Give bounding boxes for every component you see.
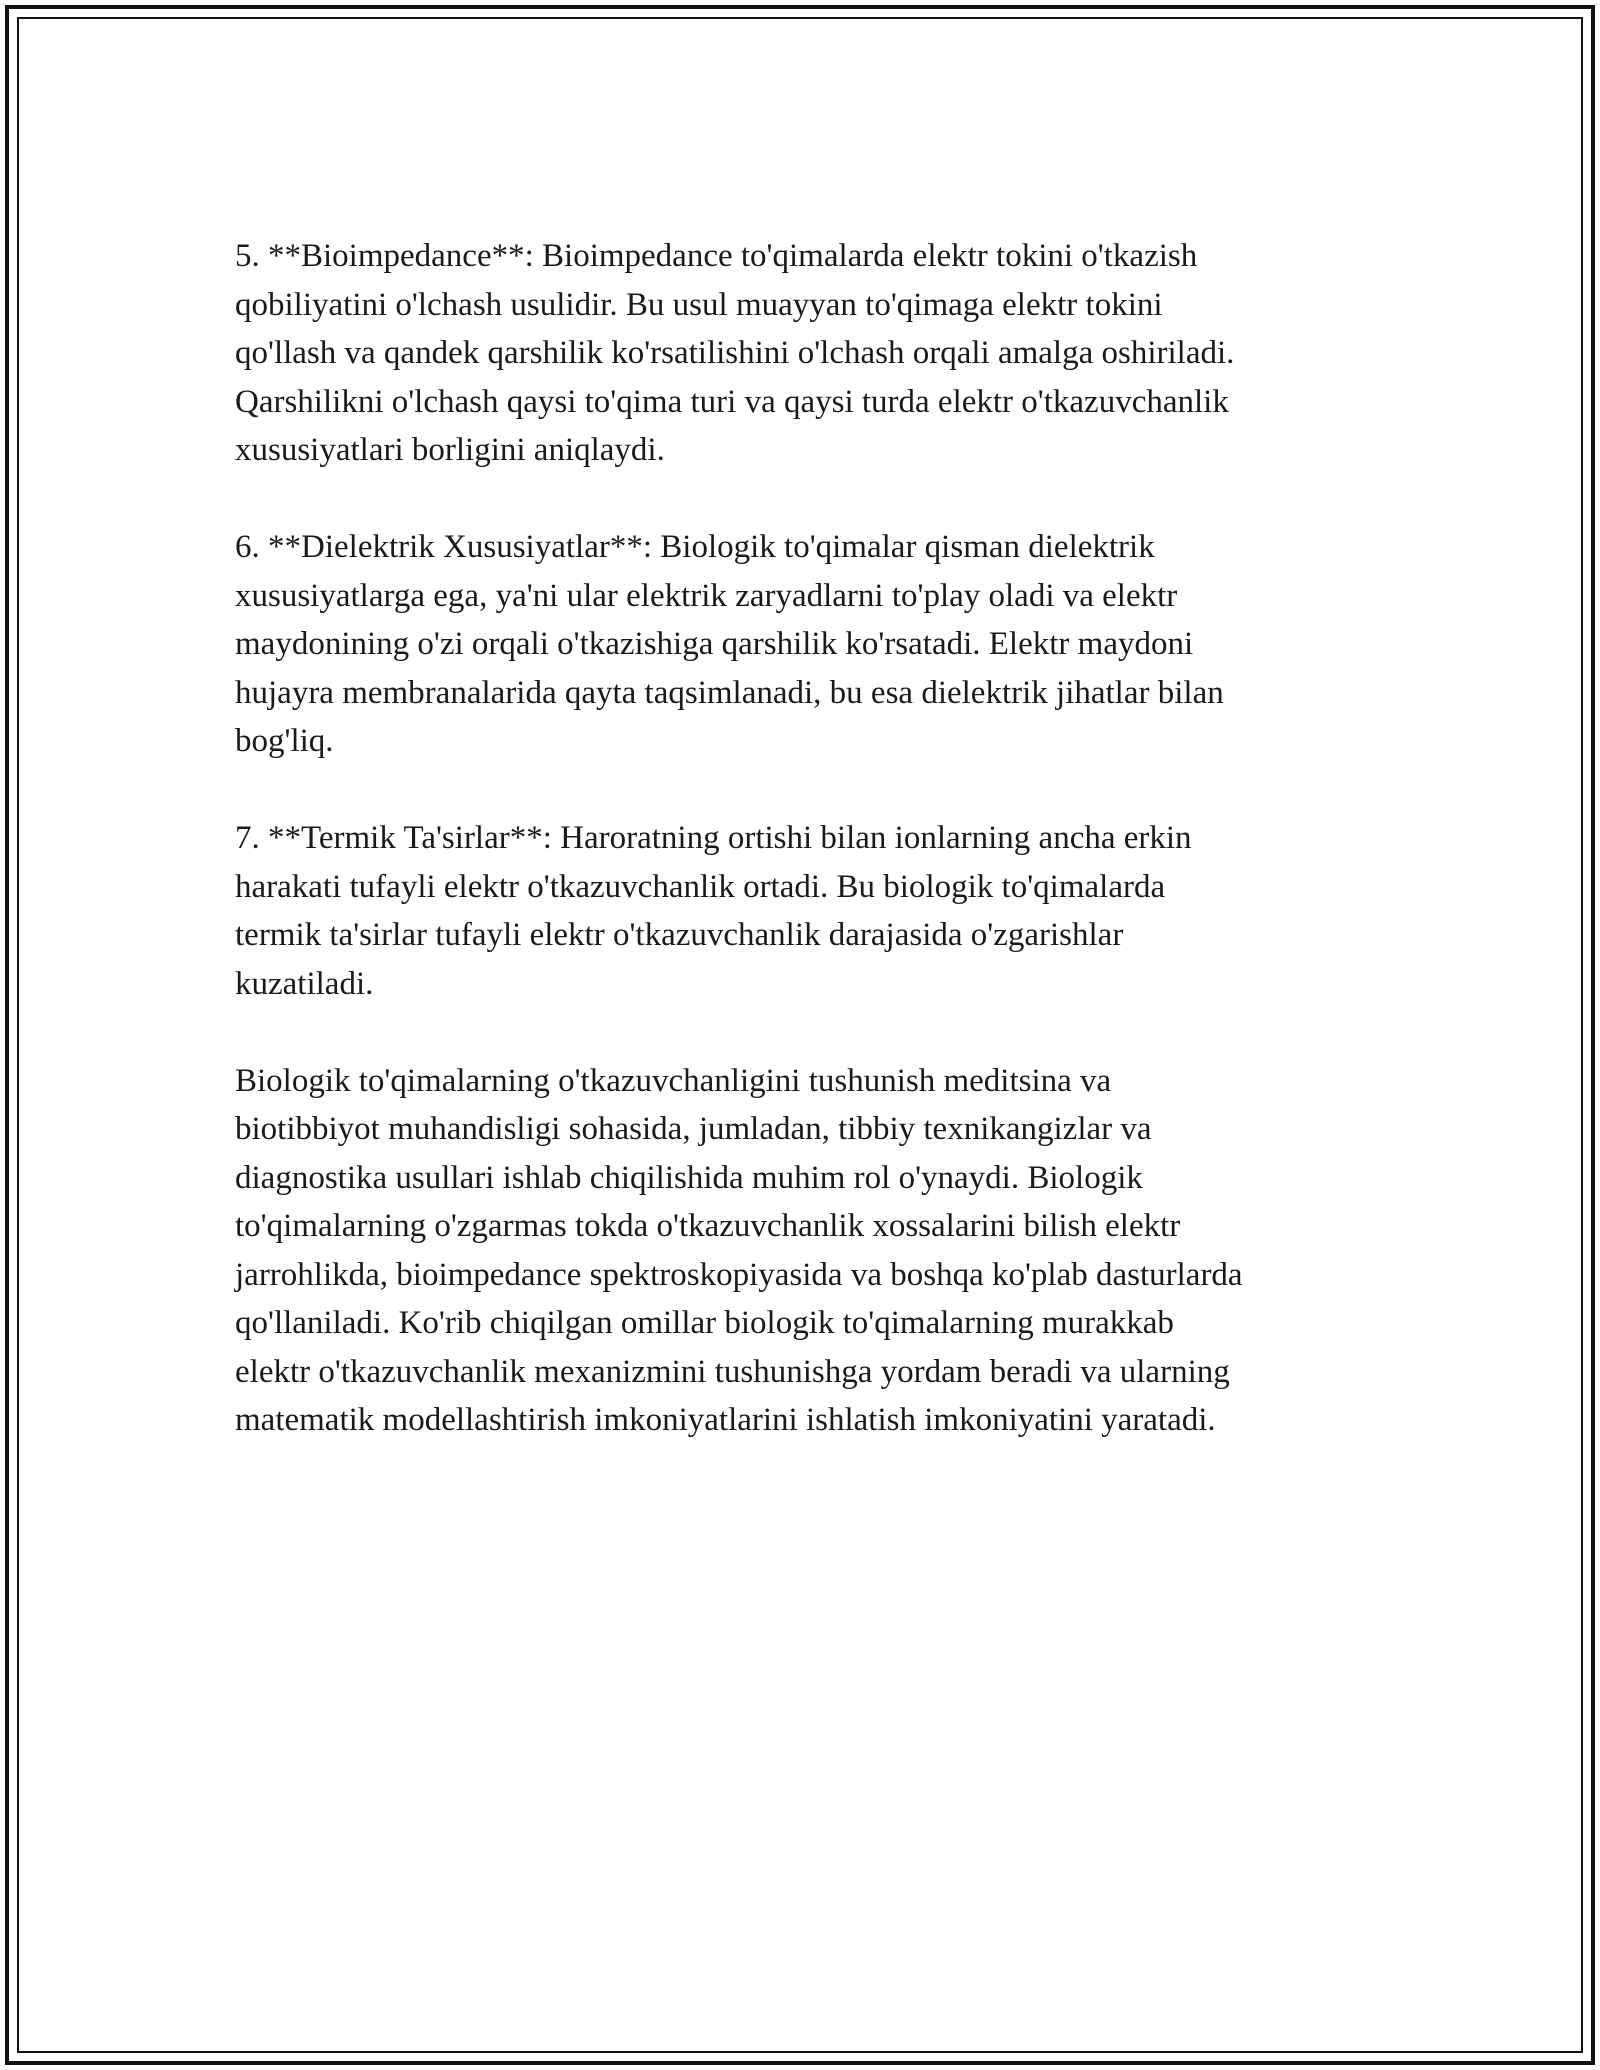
text-line: kuzatiladi.: [235, 965, 374, 1002]
text-line: biotibbiyot muhandisligi sohasida, jumladan, tibbiy texnikangizlar va: [235, 1111, 1152, 1147]
text-line: diagnostika usullari ishlab chiqilishida muhim rol o'ynaydi. Biologik: [235, 1159, 1143, 1196]
text-line: qo'llash va qandek qarshilik ko'rsatilishini o'lchash orqali amalga oshiriladi.: [235, 335, 1235, 371]
paragraph-bioimpedance: [235, 232, 1365, 475]
text-line: qobiliyatini o'lchash usulidir. Bu usul muayyan to'qimaga elektr tokini: [235, 286, 1163, 323]
text-line: jarrohlikda, bioimpedance spektroskopiyasida va boshqa ko'plab dasturlarda: [235, 1256, 1243, 1293]
text-line: matematik modellashtirish imkoniyatlarini ishlatish imkoniyatini yaratadi.: [235, 1402, 1216, 1438]
text-line: xususiyatlarga ega, ya'ni ular elektrik zaryadlarni to'play oladi va elektr: [235, 577, 1178, 614]
text-line: bog'liq.: [235, 723, 334, 759]
text-line: maydonining o'zi orqali o'tkazishiga qarshilik ko'rsatadi. Elektr maydoni: [235, 626, 1194, 662]
text-line: 7. **Termik Ta'sirlar**: Haroratning ortishi bilan ionlarning ancha erkin: [235, 820, 1192, 856]
text-line: 6. **Dielektrik Xususiyatlar**: Biologik to'qimalar qisman dielektrik: [235, 529, 1155, 565]
text-line: qo'llaniladi. Ko'rib chiqilgan omillar biologik to'qimalarning murakkab: [235, 1305, 1174, 1341]
text-line: xususiyatlari borligini aniqlaydi.: [235, 432, 665, 468]
document-body: [235, 232, 1365, 1445]
text-line: elektr o'tkazuvchanlik mexanizmini tushunishga yordam beradi va ularning: [235, 1353, 1230, 1390]
text-line: Qarshilikni o'lchash qaysi to'qima turi va qaysi turda elektr o'tkazuvchanlik: [235, 383, 1229, 420]
text-line: to'qimalarning o'zgarmas tokda o'tkazuvchanlik xossalarini bilish elektr: [235, 1208, 1181, 1244]
paragraph-thermal: [235, 814, 1365, 1008]
text-line: Biologik to'qimalarning o'tkazuvchanligini tushunish meditsina va: [235, 1062, 1112, 1099]
text-line: hujayra membranalarida qayta taqsimlanadi, bu esa dielektrik jihatlar bilan: [235, 674, 1224, 711]
text-line: termik ta'sirlar tufayli elektr o'tkazuvchanlik darajasida o'zgarishlar: [235, 917, 1124, 953]
text-line: harakati tufayli elektr o'tkazuvchanlik ortadi. Bu biologik to'qimalarda: [235, 868, 1166, 905]
text-line: 5. **Bioimpedance**: Bioimpedance to'qimalarda elektr tokini o'tkazish: [235, 238, 1198, 274]
paragraph-conclusion: [235, 1057, 1365, 1445]
paragraph-dielectric: [235, 523, 1365, 766]
